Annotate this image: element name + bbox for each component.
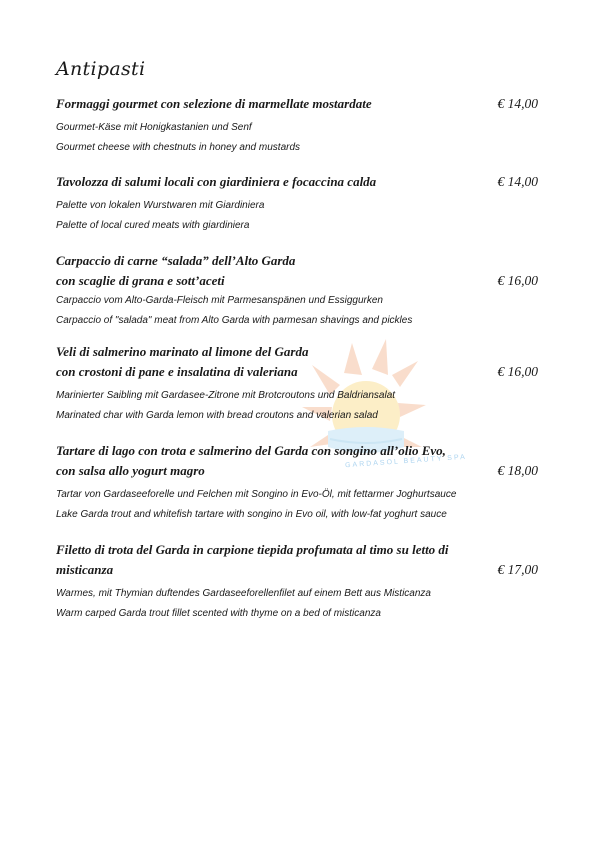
- menu-item: [56, 172, 538, 236]
- dish-name: Filetto di trota del Garda in carpione tiepida profumata al timo su letto di misticanza: [56, 542, 449, 577]
- dish-name: Formaggi gourmet con selezione di marmellate mostardate: [56, 96, 372, 111]
- dish-description-de: Palette von lokalen Wurstwaren mit Giardiniera: [56, 200, 265, 211]
- dish-price: € 16,00: [497, 273, 538, 288]
- dish-name: Carpaccio di carne “salada” dell’Alto Garda con scaglie di grana e sott’aceti: [56, 253, 296, 288]
- watermark-text: GARDASOL BEAUTY SPA: [344, 453, 468, 470]
- dish-price: € 14,00: [497, 96, 538, 111]
- dish-price: € 14,00: [497, 174, 538, 189]
- menu-item: [56, 251, 538, 331]
- dish-description-de: Tartar von Gardaseeforelle und Felchen mit Songino in Evo-Öl, mit fettarmer Joghurtsauce: [56, 489, 457, 500]
- dish-price: € 17,00: [497, 562, 538, 577]
- menu-item: [56, 94, 538, 158]
- dish-name: Tartare di lago con trota e salmerino del Garda con songino all’olio Evo, con salsa allo yogurt magro: [56, 443, 446, 478]
- dish-description-en: Lake Garda trout and whitefish tartare with songino in Evo oil, with low-fat yoghurt sauce: [56, 509, 447, 520]
- section-title: Antipasti: [56, 58, 146, 80]
- dish-description-en: Marinated char with Garda lemon with bread croutons and valerian salad: [56, 410, 378, 421]
- dish-description-en: Palette of local cured meats with giardiniera: [56, 220, 250, 231]
- dish-description-de: Gourmet-Käse mit Honigkastanien und Senf: [56, 122, 252, 133]
- dish-description-en: Gourmet cheese with chestnuts in honey and mustards: [56, 142, 301, 153]
- menu-item: [56, 342, 538, 426]
- dish-price: € 18,00: [497, 463, 538, 478]
- dish-name: Tavolozza di salumi locali con giardiniera e focaccina calda: [56, 174, 377, 189]
- dish-description-de: Marinierter Saibling mit Gardasee-Zitrone mit Brotcroutons und Baldriansalat: [56, 390, 396, 401]
- dish-price: € 16,00: [497, 364, 538, 379]
- dish-description-en: Carpaccio of "salada" meat from Alto Garda with parmesan shavings and pickles: [56, 315, 413, 326]
- dish-description-de: Warmes, mit Thymian duftendes Gardaseeforellenfilet auf einem Bett aus Misticanza: [56, 588, 431, 599]
- dish-description-en: Warm carped Garda trout fillet scented with thyme on a bed of misticanza: [56, 608, 381, 619]
- dish-description-de: Carpaccio vom Alto-Garda-Fleisch mit Parmesanspänen und Essiggurken: [56, 295, 383, 306]
- dish-name: Veli di salmerino marinato al limone del Garda con crostoni di pane e insalatina di valeriana: [56, 344, 309, 379]
- menu-item: [56, 540, 538, 624]
- menu-item: [56, 441, 538, 525]
